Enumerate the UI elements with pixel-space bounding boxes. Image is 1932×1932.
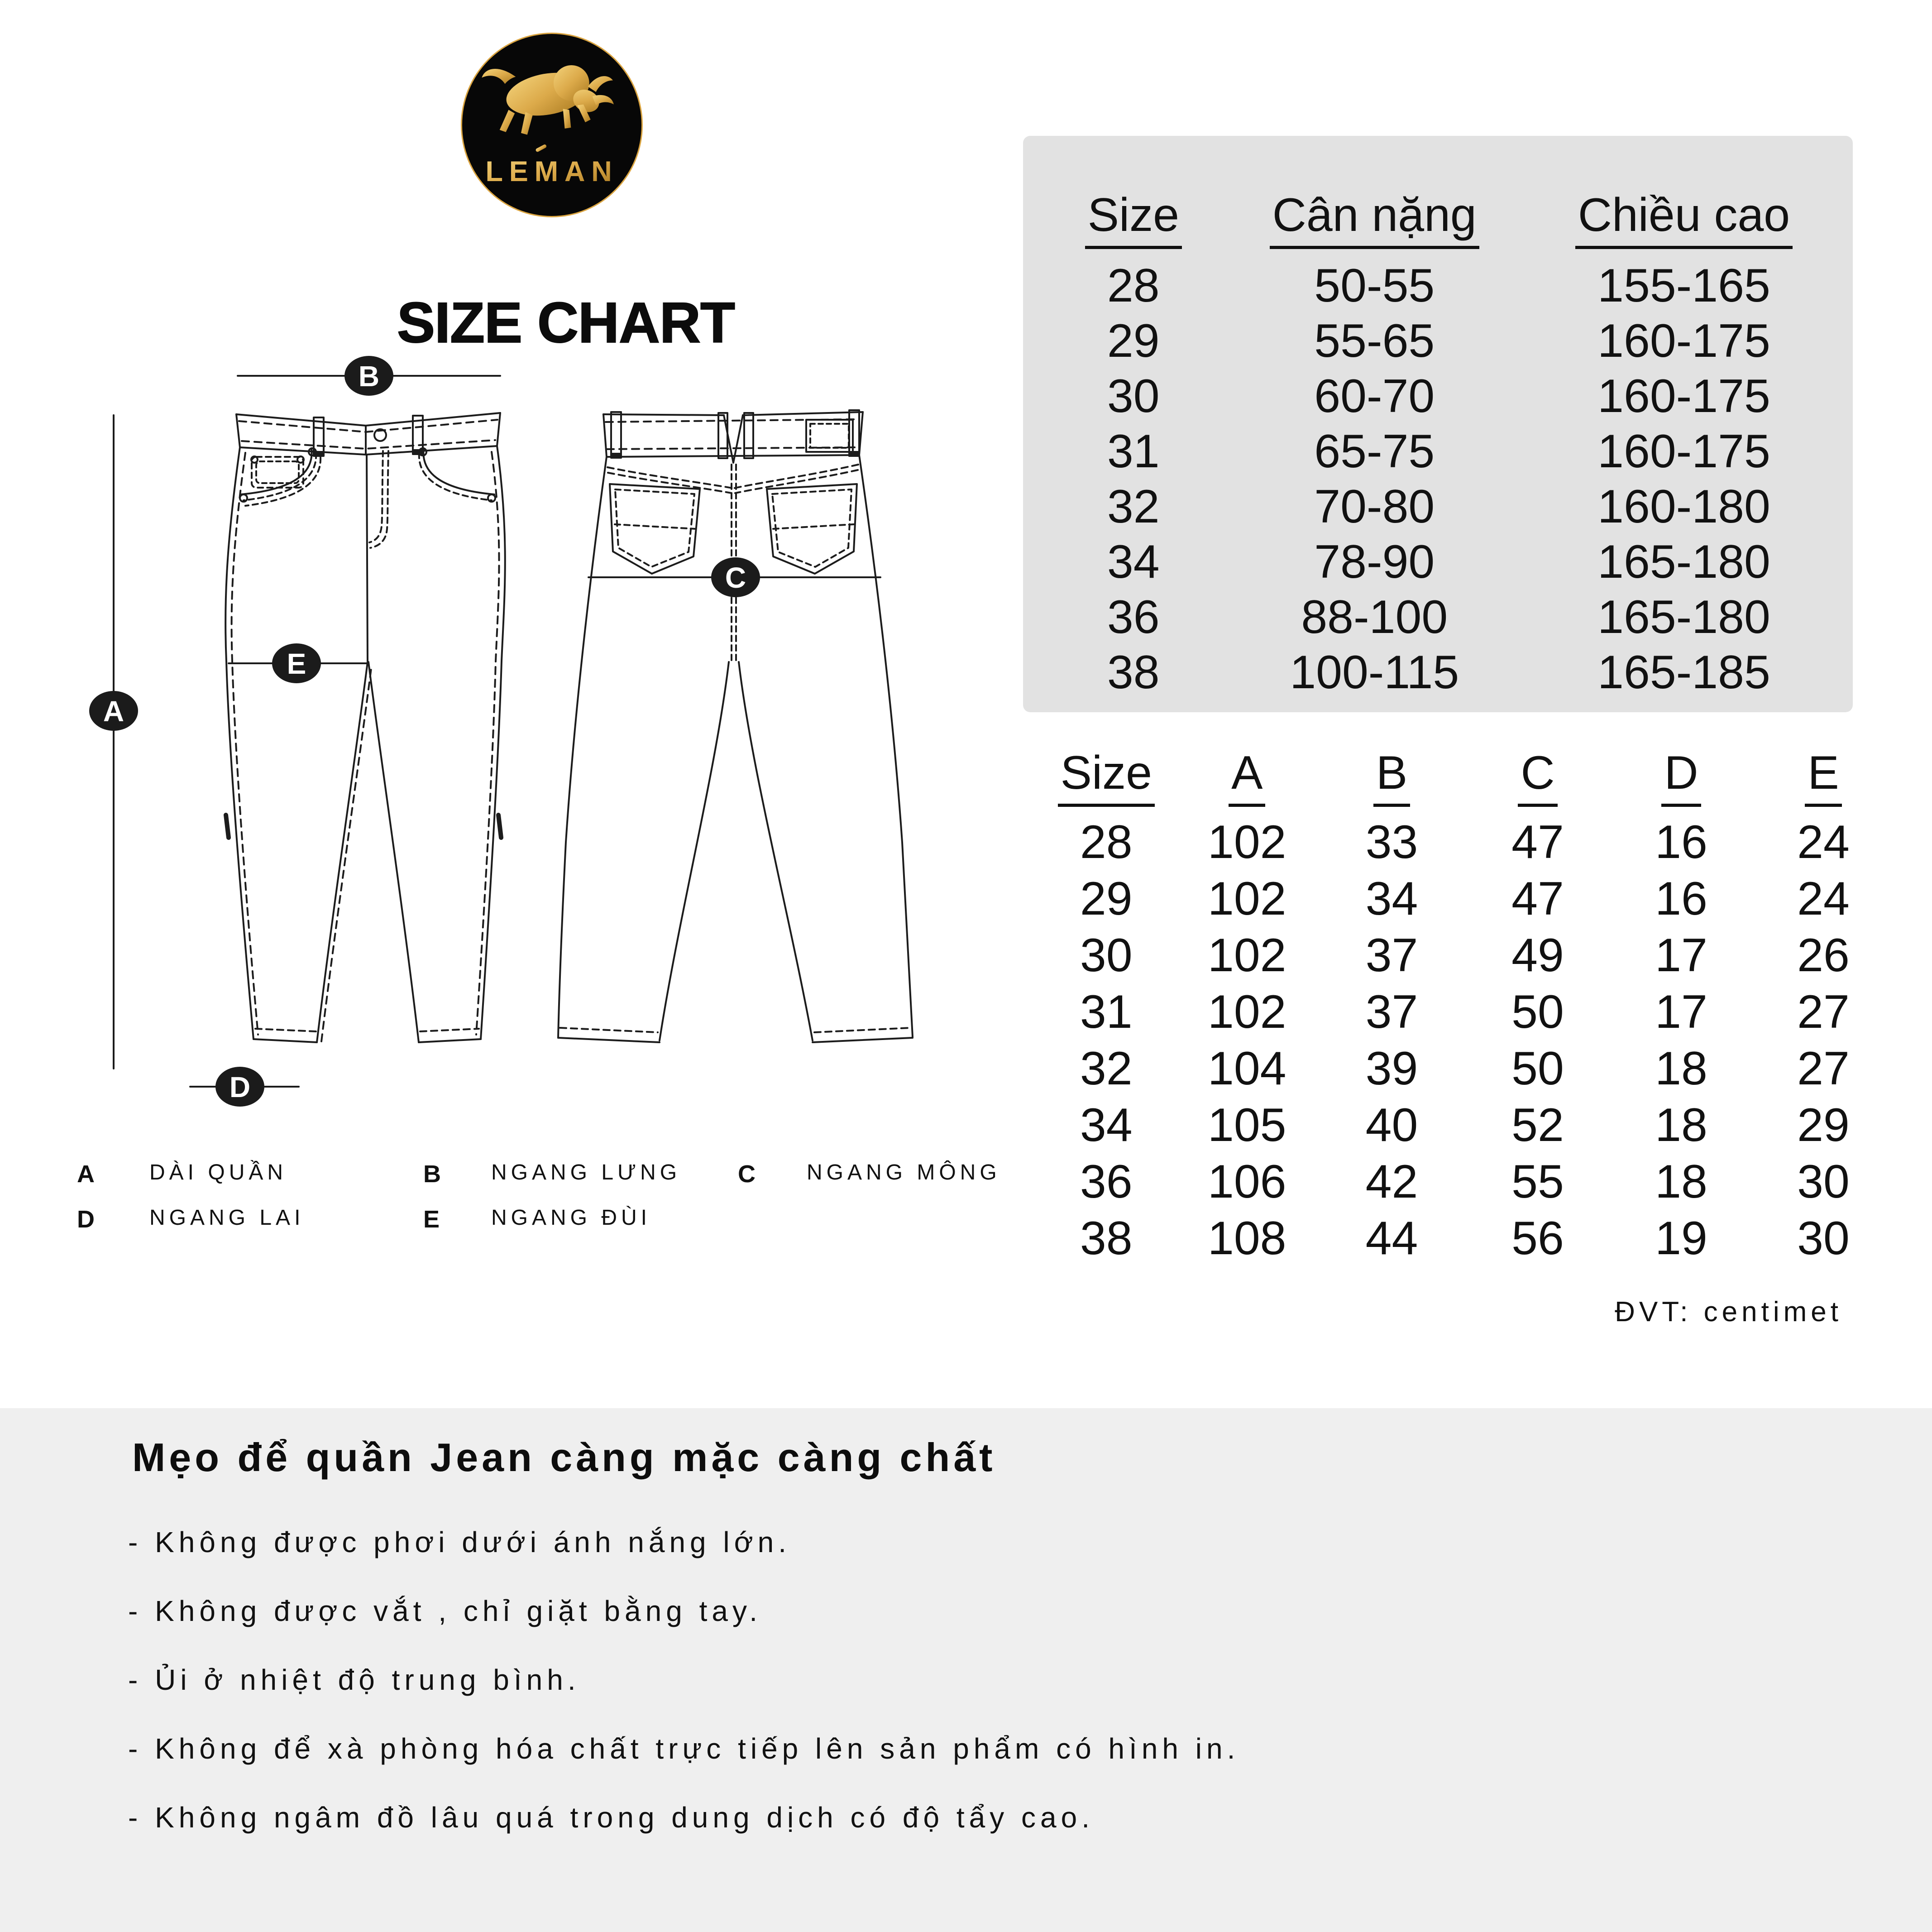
cell-d: 18: [1655, 1042, 1707, 1095]
cell-size: 29: [1080, 873, 1133, 925]
cell-b: 37: [1365, 929, 1418, 982]
cell-size: 30: [1107, 369, 1160, 422]
cell-e: 30: [1797, 1212, 1850, 1265]
cell-a: 102: [1207, 816, 1286, 868]
cell-size: 34: [1080, 1099, 1133, 1151]
column-header-height: Chiều cao: [1575, 188, 1793, 249]
cell-a: 108: [1207, 1212, 1286, 1265]
diagram-label-c: C: [725, 561, 746, 594]
cell-a: 105: [1207, 1099, 1286, 1151]
column-header-c: C: [1518, 746, 1557, 807]
cell-weight: 55-65: [1314, 314, 1435, 367]
measurement-table-row: [1037, 1154, 1894, 1210]
brand-logo: [461, 33, 643, 217]
care-tips-list: [128, 1508, 1239, 1852]
jeans-back-view: [558, 410, 913, 1042]
cell-size: 34: [1107, 535, 1160, 588]
measurement-table: [1037, 747, 1894, 1267]
legend-key-d: D: [77, 1206, 95, 1233]
cell-size: 32: [1080, 1042, 1133, 1095]
cell-a: 102: [1207, 929, 1286, 982]
cell-size: 38: [1080, 1212, 1133, 1265]
cell-height: 165-185: [1597, 646, 1770, 699]
cell-b: 42: [1365, 1155, 1418, 1208]
cell-d: 19: [1655, 1212, 1707, 1265]
back-pocket-right: [767, 484, 857, 574]
cell-e: 29: [1797, 1099, 1850, 1151]
cell-c: 52: [1511, 1099, 1564, 1151]
cell-height: 165-180: [1597, 590, 1770, 643]
cell-e: 26: [1797, 929, 1850, 982]
cell-size: 28: [1107, 259, 1160, 312]
cell-height: 160-175: [1597, 425, 1770, 478]
cell-weight: 100-115: [1290, 646, 1459, 699]
cell-e: 24: [1797, 873, 1850, 925]
cell-e: 27: [1797, 986, 1850, 1038]
cell-b: 37: [1365, 986, 1418, 1038]
diagram-label-a: A: [103, 695, 124, 728]
cell-d: 16: [1655, 816, 1707, 868]
cell-weight: 65-75: [1314, 425, 1435, 478]
cell-c: 50: [1511, 1042, 1564, 1095]
cell-height: 155-165: [1597, 259, 1770, 312]
cell-weight: 50-55: [1314, 259, 1435, 312]
care-tip-item: - Ủi ở nhiệt độ trung bình.: [128, 1664, 580, 1696]
cell-weight: 78-90: [1314, 535, 1435, 588]
measurement-table-row: [1037, 1210, 1894, 1267]
cell-size: 31: [1107, 425, 1160, 478]
brand-wordmark: LEMAN: [485, 156, 618, 188]
legend-key-b: B: [423, 1160, 441, 1188]
column-header-a: A: [1229, 746, 1265, 807]
weight-table-row: [1037, 369, 1849, 424]
column-header-b: B: [1373, 746, 1410, 807]
cell-height: 160-175: [1597, 369, 1770, 422]
measurement-table-row: [1037, 927, 1894, 984]
measurement-table-body: [1037, 814, 1894, 1267]
weight-table-row: [1037, 590, 1849, 645]
cell-size: 30: [1080, 929, 1133, 982]
cell-a: 104: [1207, 1042, 1286, 1095]
cell-c: 50: [1511, 986, 1564, 1038]
cell-size: 31: [1080, 986, 1133, 1038]
weight-table-row: [1037, 424, 1849, 479]
care-tip-item: - Không được vắt , chỉ giặt bằng tay.: [128, 1595, 762, 1627]
jeans-diagram: [68, 344, 951, 1114]
cell-b: 44: [1365, 1212, 1418, 1265]
cell-size: 32: [1107, 480, 1160, 533]
cell-size: 29: [1107, 314, 1160, 367]
cell-a: 106: [1207, 1155, 1286, 1208]
column-header-size: Size: [1085, 188, 1182, 249]
diagram-label-d: D: [229, 1071, 251, 1103]
cell-e: 30: [1797, 1155, 1850, 1208]
cell-height: 160-180: [1597, 480, 1770, 533]
cell-d: 18: [1655, 1099, 1707, 1151]
legend-label-b: NGANG LƯNG: [491, 1160, 681, 1184]
weight-table-row: [1037, 645, 1849, 700]
cell-size: 36: [1107, 590, 1160, 643]
cell-b: 40: [1365, 1099, 1418, 1151]
diagram-label-b: B: [358, 360, 380, 393]
cell-height: 165-180: [1597, 535, 1770, 588]
weight-table-row: [1037, 258, 1849, 313]
legend-label-c: NGANG MÔNG: [807, 1160, 1001, 1184]
cell-e: 24: [1797, 816, 1850, 868]
care-tips-title: Mẹo để quần Jean càng mặc càng chất: [132, 1435, 996, 1480]
unit-note: ĐVT: centimet: [1615, 1296, 1842, 1328]
measurement-table-row: [1037, 984, 1894, 1040]
cell-b: 39: [1365, 1042, 1418, 1095]
page-title: SIZE CHART: [397, 291, 735, 355]
cell-size: 36: [1080, 1155, 1133, 1208]
legend-key-e: E: [423, 1206, 440, 1233]
weight-table-row: [1037, 479, 1849, 534]
legend-key-c: C: [738, 1160, 756, 1188]
column-header-weight: Cân nặng: [1270, 188, 1479, 249]
jeans-front-view: [225, 413, 505, 1042]
bull-logo-icon: [462, 34, 641, 216]
weight-table-body: [1037, 258, 1849, 700]
cell-a: 102: [1207, 986, 1286, 1038]
wordmark-accent: [535, 144, 547, 153]
measurement-table-row: [1037, 1040, 1894, 1097]
cell-height: 160-175: [1597, 314, 1770, 367]
cell-a: 102: [1207, 873, 1286, 925]
cell-weight: 70-80: [1314, 480, 1435, 533]
weight-table-row: [1037, 534, 1849, 590]
measurement-table-row: [1037, 1097, 1894, 1154]
cell-d: 18: [1655, 1155, 1707, 1208]
cell-size: 28: [1080, 816, 1133, 868]
diagram-label-e: E: [287, 647, 306, 680]
cell-e: 27: [1797, 1042, 1850, 1095]
care-tip-item: - Không được phơi dưới ánh nắng lớn.: [128, 1526, 791, 1558]
cell-c: 56: [1511, 1212, 1564, 1265]
cell-d: 17: [1655, 986, 1707, 1038]
cell-c: 47: [1511, 816, 1564, 868]
weight-table-header: [1037, 190, 1849, 247]
legend-key-a: A: [77, 1160, 95, 1188]
cell-d: 16: [1655, 873, 1707, 925]
care-tip-item: - Không ngâm đồ lâu quá trong dung dịch có độ tẩy cao.: [128, 1801, 1094, 1834]
measurement-table-header: [1037, 747, 1894, 806]
cell-b: 34: [1365, 873, 1418, 925]
column-header-e: E: [1805, 746, 1841, 807]
cell-c: 47: [1511, 873, 1564, 925]
column-header-size: Size: [1058, 746, 1155, 807]
cell-c: 55: [1511, 1155, 1564, 1208]
legend-label-d: NGANG LAI: [149, 1206, 305, 1230]
cell-size: 38: [1107, 646, 1160, 699]
cell-weight: 88-100: [1301, 590, 1448, 643]
weight-table: [1037, 190, 1849, 700]
cell-b: 33: [1365, 816, 1418, 868]
cell-d: 17: [1655, 929, 1707, 982]
measurement-table-row: [1037, 871, 1894, 927]
measurement-table-row: [1037, 814, 1894, 871]
weight-table-row: [1037, 313, 1849, 369]
column-header-d: D: [1661, 746, 1701, 807]
legend-label-e: NGANG ĐÙI: [491, 1206, 651, 1230]
care-tip-item: - Không để xà phòng hóa chất trực tiếp lên sản phẩm có hình in.: [128, 1732, 1240, 1765]
bull-icon: [482, 65, 614, 135]
cell-weight: 60-70: [1314, 369, 1435, 422]
cell-c: 49: [1511, 929, 1564, 982]
legend-label-a: DÀI QUẦN: [149, 1160, 287, 1184]
